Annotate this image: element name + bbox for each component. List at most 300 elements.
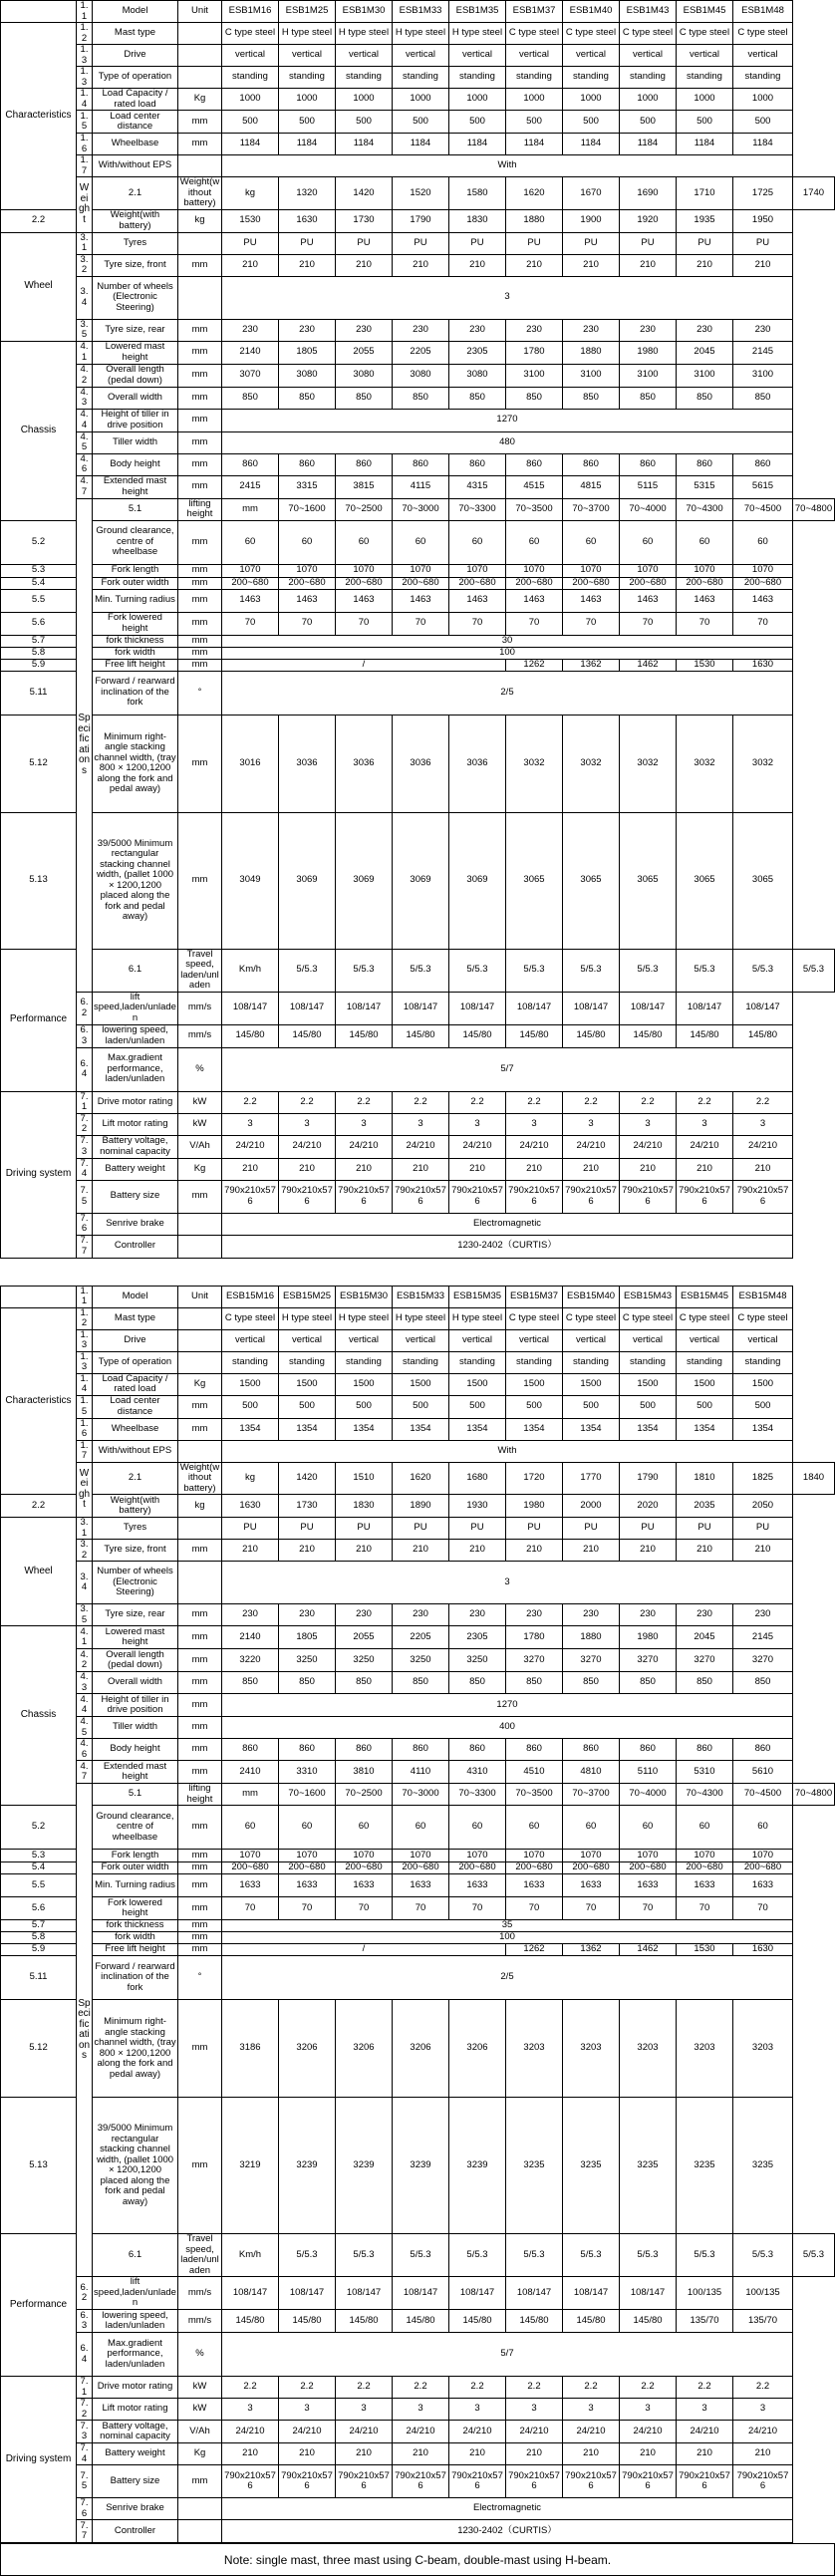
value-cell: 210 xyxy=(279,254,336,276)
value-cell: 4810 xyxy=(563,1761,620,1784)
value-cell: 108/147 xyxy=(279,2277,336,2310)
value-cell: 1362 xyxy=(563,1944,620,1956)
value-cell: 200~680 xyxy=(336,577,393,589)
value-cell: 230 xyxy=(222,319,279,341)
value-cell: 860 xyxy=(222,453,279,475)
merged-value: 100 xyxy=(222,647,793,659)
value-cell: 850 xyxy=(733,1672,793,1694)
table-row xyxy=(1,387,835,409)
unit-cell: mm xyxy=(178,564,222,577)
table-row xyxy=(1,89,835,111)
value-cell: 60 xyxy=(336,1806,393,1850)
value-cell: 1070 xyxy=(563,564,620,577)
model-header: ESB15M30 xyxy=(336,1286,393,1307)
value-cell: vertical xyxy=(506,1329,563,1351)
value-cell: 24/210 xyxy=(279,2421,336,2443)
merged-value: 3 xyxy=(222,1562,793,1604)
item-label: Travel speed, laden/unladen xyxy=(178,949,222,992)
value-cell: 500 xyxy=(506,1395,563,1418)
value-cell: 3206 xyxy=(393,2000,449,2098)
value-cell: 1770 xyxy=(563,1462,620,1495)
row-number: 3.1 xyxy=(77,1518,93,1540)
item-label: Senrive brake xyxy=(93,2498,178,2520)
value-cell: 1000 xyxy=(506,89,563,111)
value-cell: vertical xyxy=(222,45,279,67)
unit-cell: mm xyxy=(178,387,222,409)
row-number: 1.3 xyxy=(77,1351,93,1373)
value-cell: 60 xyxy=(393,520,449,564)
value-cell: standing xyxy=(506,1351,563,1373)
value-cell: PU xyxy=(733,232,793,254)
table-row xyxy=(1,1462,835,1495)
value-cell: 1354 xyxy=(620,1418,677,1440)
table-row xyxy=(1,2399,835,2421)
value-cell: 860 xyxy=(279,453,336,475)
value-cell: 200~680 xyxy=(620,1862,677,1874)
value-cell: 850 xyxy=(449,1672,506,1694)
value-cell: 70 xyxy=(279,1897,336,1920)
value-cell: vertical xyxy=(563,45,620,67)
value-cell: 850 xyxy=(336,1672,393,1694)
value-cell: 850 xyxy=(733,387,793,409)
value-cell: 2305 xyxy=(449,1626,506,1649)
value-cell: PU xyxy=(620,1518,677,1540)
item-label: Mast type xyxy=(93,1307,178,1329)
value-cell: 3239 xyxy=(336,2098,393,2234)
value-cell: 2305 xyxy=(449,341,506,364)
value-cell: 5/5.3 xyxy=(620,949,677,992)
value-cell: 850 xyxy=(222,1672,279,1694)
value-cell: vertical xyxy=(393,1329,449,1351)
unit-cell: % xyxy=(178,2333,222,2377)
table-row xyxy=(1,1862,835,1874)
value-cell: vertical xyxy=(733,1329,793,1351)
value-cell: 1462 xyxy=(620,659,677,671)
value-cell: 70 xyxy=(222,612,279,635)
value-cell: 790x210x576 xyxy=(279,2465,336,2498)
value-cell: C type steel xyxy=(733,1307,793,1329)
table-row xyxy=(1,2000,835,2098)
value-cell: 70~4300 xyxy=(677,1784,733,1806)
row-number: 6.3 xyxy=(77,2310,93,2333)
unit-cell: kg xyxy=(178,209,222,232)
value-cell: 3069 xyxy=(279,812,336,949)
value-cell: PU xyxy=(336,1518,393,1540)
header-row xyxy=(1,1,835,23)
value-cell: PU xyxy=(336,232,393,254)
item-label: Fork outer width xyxy=(93,577,178,589)
value-cell: 5/5.3 xyxy=(506,2234,563,2277)
value-cell: 1070 xyxy=(677,1850,733,1862)
value-cell: 200~680 xyxy=(563,577,620,589)
table-row xyxy=(1,2098,835,2234)
table-row xyxy=(1,671,835,715)
value-cell: 3036 xyxy=(393,715,449,812)
value-cell: 5/5.3 xyxy=(336,2234,393,2277)
unit-cell: mm xyxy=(178,364,222,387)
value-cell: PU xyxy=(506,1518,563,1540)
item-label: Overall width xyxy=(93,387,178,409)
value-cell: 1070 xyxy=(733,1850,793,1862)
value-cell: 1184 xyxy=(393,134,449,155)
category-cell: Wheel xyxy=(1,232,77,341)
value-cell: 1184 xyxy=(506,134,563,155)
row-number: 5.7 xyxy=(1,635,77,647)
value-cell: 790x210x576 xyxy=(222,2465,279,2498)
model-header: ESB15M48 xyxy=(733,1286,793,1307)
value-cell: 3203 xyxy=(506,2000,563,2098)
value-cell: 790x210x576 xyxy=(733,2465,793,2498)
value-cell: 5/5.3 xyxy=(336,949,393,992)
table-row xyxy=(1,564,835,577)
unit-cell: mm xyxy=(178,1739,222,1761)
value-cell: 145/80 xyxy=(393,1024,449,1047)
table-row xyxy=(1,2277,835,2310)
row-number: 2.2 xyxy=(1,1495,77,1518)
value-cell: standing xyxy=(279,67,336,89)
row-number: 4.6 xyxy=(77,1739,93,1761)
value-cell: 790x210x576 xyxy=(506,1180,563,1213)
merged-value: 35 xyxy=(222,1920,793,1932)
value-cell: 1633 xyxy=(733,1874,793,1897)
value-cell: 210 xyxy=(336,254,393,276)
footnote: Note: single mast, three mast using C-beam, double-mast using H-beam. xyxy=(0,2543,835,2576)
table-row xyxy=(1,659,835,671)
value-cell: PU xyxy=(393,1518,449,1540)
value-cell: 1420 xyxy=(279,1462,336,1495)
row-number: 4.7 xyxy=(77,475,93,498)
value-cell: 230 xyxy=(677,319,733,341)
item-label: Min. Turning radius xyxy=(93,589,178,612)
row-number: 4.5 xyxy=(77,1717,93,1739)
value-cell: 3239 xyxy=(393,2098,449,2234)
value-cell: 860 xyxy=(506,1739,563,1761)
unit-cell xyxy=(178,232,222,254)
value-cell: 230 xyxy=(393,319,449,341)
value-cell: standing xyxy=(449,67,506,89)
table-row xyxy=(1,1518,835,1540)
value-cell: 1530 xyxy=(222,209,279,232)
value-cell: 1354 xyxy=(279,1418,336,1440)
merged-value: 480 xyxy=(222,431,793,453)
row-number: 5.5 xyxy=(1,589,77,612)
item-label: Battery size xyxy=(93,2465,178,2498)
unit-cell: mm xyxy=(178,659,222,671)
item-label: Lowered mast height xyxy=(93,1626,178,1649)
value-cell: 210 xyxy=(449,254,506,276)
table-row xyxy=(1,2234,835,2277)
row-number: 3.5 xyxy=(77,319,93,341)
value-cell: 1262 xyxy=(506,659,563,671)
item-label: fork width xyxy=(93,1932,178,1944)
value-cell: 108/147 xyxy=(449,2277,506,2310)
value-cell: 145/80 xyxy=(393,2310,449,2333)
unit-cell: mm xyxy=(178,431,222,453)
item-label: Max.gradient performance, laden/unladen xyxy=(93,2333,178,2377)
value-cell: 2.2 xyxy=(222,1091,279,1113)
value-cell: 1320 xyxy=(279,177,336,210)
unit-cell: kW xyxy=(178,2399,222,2421)
row-number: 6.4 xyxy=(77,1047,93,1091)
value-cell: standing xyxy=(393,1351,449,1373)
item-label: Forward / rearward inclination of the fork xyxy=(93,1956,178,2000)
value-cell: 70~3700 xyxy=(563,1784,620,1806)
value-cell: 3069 xyxy=(336,812,393,949)
item-label: Height of tiller in drive position xyxy=(93,1694,178,1717)
value-cell: 24/210 xyxy=(336,1135,393,1158)
value-cell: H type steel xyxy=(279,1307,336,1329)
value-cell: C type steel xyxy=(506,23,563,45)
unit-cell: mm xyxy=(178,1806,222,1850)
value-cell: 1510 xyxy=(336,1462,393,1495)
value-cell: 3032 xyxy=(733,715,793,812)
item-label: Lift motor rating xyxy=(93,1113,178,1135)
value-cell: 1730 xyxy=(279,1495,336,1518)
item-label: fork width xyxy=(93,647,178,659)
item-label: Extended mast height xyxy=(93,1761,178,1784)
value-cell: 850 xyxy=(279,1672,336,1694)
item-label: Battery size xyxy=(93,1180,178,1213)
value-cell: 860 xyxy=(393,453,449,475)
row-number: 1.5 xyxy=(77,111,93,134)
value-cell: 1463 xyxy=(620,589,677,612)
header-row xyxy=(1,1286,835,1307)
value-cell: 3032 xyxy=(563,715,620,812)
value-cell: 145/80 xyxy=(733,1024,793,1047)
item-label: Number of wheels (Electronic Steering) xyxy=(93,1562,178,1604)
unit-cell: mm xyxy=(178,1944,222,1956)
item-label: Overall length (pedal down) xyxy=(93,364,178,387)
value-cell: vertical xyxy=(506,45,563,67)
table-row xyxy=(1,319,835,341)
value-cell: 60 xyxy=(506,1806,563,1850)
value-cell: 3 xyxy=(279,1113,336,1135)
value-cell: 70~4800 xyxy=(793,1784,835,1806)
table-row xyxy=(1,1562,835,1604)
value-cell: 24/210 xyxy=(336,2421,393,2443)
unit-cell xyxy=(178,1235,222,1258)
item-label: lifting height xyxy=(178,498,222,520)
value-cell: 1780 xyxy=(506,341,563,364)
value-cell: 3315 xyxy=(279,475,336,498)
value-cell: 210 xyxy=(449,1540,506,1562)
table-row xyxy=(1,1540,835,1562)
unit-cell: mm xyxy=(178,1932,222,1944)
table-row xyxy=(1,134,835,155)
item-label: Tyre size, rear xyxy=(93,319,178,341)
value-cell: C type steel xyxy=(620,1307,677,1329)
row-number: 5.8 xyxy=(1,647,77,659)
value-cell: 145/80 xyxy=(449,2310,506,2333)
value-cell: 1633 xyxy=(393,1874,449,1897)
value-cell: 790x210x576 xyxy=(563,2465,620,2498)
value-cell: 60 xyxy=(677,1806,733,1850)
value-cell: 70 xyxy=(677,612,733,635)
value-cell: 200~680 xyxy=(506,1862,563,1874)
item-label: Extended mast height xyxy=(93,475,178,498)
value-cell: 210 xyxy=(222,2443,279,2465)
table-row xyxy=(1,1694,835,1717)
value-cell: 3250 xyxy=(279,1649,336,1672)
table-row xyxy=(1,453,835,475)
value-cell: 2.2 xyxy=(449,1091,506,1113)
unit-cell xyxy=(178,2498,222,2520)
value-cell: 860 xyxy=(279,1739,336,1761)
item-label: Fork length xyxy=(93,564,178,577)
row-number: 3.1 xyxy=(77,232,93,254)
row-number: 5.13 xyxy=(1,812,77,949)
merged-value: 30 xyxy=(222,635,793,647)
value-cell: C type steel xyxy=(677,1307,733,1329)
row-number: 5.13 xyxy=(1,2098,77,2234)
value-cell: 1630 xyxy=(733,1944,793,1956)
value-cell: H type steel xyxy=(449,23,506,45)
unit-cell: mm xyxy=(178,812,222,949)
row-number: 4.4 xyxy=(77,1694,93,1717)
value-cell: 1000 xyxy=(222,89,279,111)
table-row xyxy=(1,1418,835,1440)
item-label: Weight(with battery) xyxy=(93,209,178,232)
unit-cell: kW xyxy=(178,2377,222,2399)
item-label: Lowered mast height xyxy=(93,341,178,364)
value-cell: 3065 xyxy=(677,812,733,949)
value-cell: 790x210x576 xyxy=(563,1180,620,1213)
category-cell: Wheel xyxy=(1,1518,77,1626)
value-cell: 850 xyxy=(563,387,620,409)
value-cell: 210 xyxy=(222,1540,279,1562)
value-cell: 2140 xyxy=(222,341,279,364)
category-cell: Characteristics xyxy=(1,1307,77,1495)
item-label: lifting height xyxy=(178,1784,222,1806)
value-cell: 860 xyxy=(733,453,793,475)
item-label: Drive motor rating xyxy=(93,2377,178,2399)
value-cell: 210 xyxy=(733,2443,793,2465)
value-cell: 60 xyxy=(393,1806,449,1850)
value-cell: 210 xyxy=(677,1540,733,1562)
row-number: 5.4 xyxy=(1,577,77,589)
value-cell: 3100 xyxy=(563,364,620,387)
value-cell: 3206 xyxy=(449,2000,506,2098)
value-cell: 70 xyxy=(620,1897,677,1920)
value-cell: 60 xyxy=(279,520,336,564)
value-cell: 2.2 xyxy=(506,2377,563,2399)
value-cell: 24/210 xyxy=(393,1135,449,1158)
value-cell: 230 xyxy=(733,319,793,341)
table-row xyxy=(1,475,835,498)
category-cell: Performance xyxy=(1,949,77,1091)
value-cell: 210 xyxy=(336,1540,393,1562)
value-cell: 145/80 xyxy=(506,1024,563,1047)
value-cell: 24/210 xyxy=(677,1135,733,1158)
value-cell: 3 xyxy=(222,1113,279,1135)
table-row xyxy=(1,341,835,364)
value-cell: 210 xyxy=(563,1540,620,1562)
value-cell: 70 xyxy=(222,1897,279,1920)
value-cell: 5/5.3 xyxy=(393,949,449,992)
value-cell: PU xyxy=(449,232,506,254)
value-cell: 108/147 xyxy=(733,992,793,1024)
table-row xyxy=(1,209,835,232)
item-label: fork thickness xyxy=(93,1920,178,1932)
row-number: 5.2 xyxy=(1,1806,77,1850)
value-cell: 850 xyxy=(506,1672,563,1694)
model-header: ESB1M45 xyxy=(677,1,733,23)
value-cell: 4315 xyxy=(449,475,506,498)
value-cell: 850 xyxy=(677,387,733,409)
value-cell: 70 xyxy=(336,612,393,635)
value-cell: 2.2 xyxy=(506,1091,563,1113)
unit-cell: mm xyxy=(222,498,279,520)
value-cell: 200~680 xyxy=(449,577,506,589)
value-cell: 3186 xyxy=(222,2000,279,2098)
value-cell: 790x210x576 xyxy=(449,1180,506,1213)
value-cell: 24/210 xyxy=(222,1135,279,1158)
value-cell: 1630 xyxy=(733,659,793,671)
value-cell: 1262 xyxy=(506,1944,563,1956)
value-cell: 1354 xyxy=(393,1418,449,1440)
value-cell: 200~680 xyxy=(506,577,563,589)
value-cell: 210 xyxy=(506,2443,563,2465)
value-cell: 3 xyxy=(620,2399,677,2421)
value-cell: 850 xyxy=(506,387,563,409)
unit-cell: kg xyxy=(222,177,279,210)
unit-cell: mm xyxy=(178,1850,222,1862)
table-row xyxy=(1,1091,835,1113)
table-row xyxy=(1,1395,835,1418)
value-cell: 2000 xyxy=(563,1495,620,1518)
value-cell: 3065 xyxy=(506,812,563,949)
value-cell: 24/210 xyxy=(620,1135,677,1158)
category-cell: Performance xyxy=(1,2234,77,2377)
value-cell: 70 xyxy=(279,612,336,635)
value-cell: 2.2 xyxy=(449,2377,506,2399)
item-label: Tiller width xyxy=(93,1717,178,1739)
table-row xyxy=(1,2421,835,2443)
value-cell: 70~3500 xyxy=(506,1784,563,1806)
value-cell: 1354 xyxy=(677,1418,733,1440)
unit-cell: mm xyxy=(178,1672,222,1694)
item-label: Lift motor rating xyxy=(93,2399,178,2421)
value-cell: 2140 xyxy=(222,1626,279,1649)
value-cell: 108/147 xyxy=(336,992,393,1024)
value-cell: 790x210x576 xyxy=(506,2465,563,2498)
table-row xyxy=(1,1784,835,1806)
row-number: 7.3 xyxy=(77,1135,93,1158)
value-cell: 860 xyxy=(449,453,506,475)
value-cell: 4110 xyxy=(393,1761,449,1784)
row-number: 5.8 xyxy=(1,1932,77,1944)
value-cell: 70 xyxy=(393,612,449,635)
value-cell: 1070 xyxy=(393,564,449,577)
unit-cell: mm xyxy=(178,134,222,155)
table-row xyxy=(1,1158,835,1180)
model-header: ESB1M37 xyxy=(506,1,563,23)
value-cell: 3016 xyxy=(222,715,279,812)
value-cell: 5315 xyxy=(677,475,733,498)
value-cell: vertical xyxy=(620,1329,677,1351)
value-cell: PU xyxy=(506,232,563,254)
value-cell: 1500 xyxy=(563,1373,620,1395)
table-row xyxy=(1,1307,835,1329)
value-cell: 24/210 xyxy=(506,1135,563,1158)
value-cell: 210 xyxy=(393,1158,449,1180)
unit-cell: mm xyxy=(178,1180,222,1213)
value-cell: 500 xyxy=(563,111,620,134)
value-cell: 1000 xyxy=(449,89,506,111)
value-cell: 1900 xyxy=(563,209,620,232)
value-cell: PU xyxy=(222,1518,279,1540)
row-number: 7.7 xyxy=(77,1235,93,1258)
